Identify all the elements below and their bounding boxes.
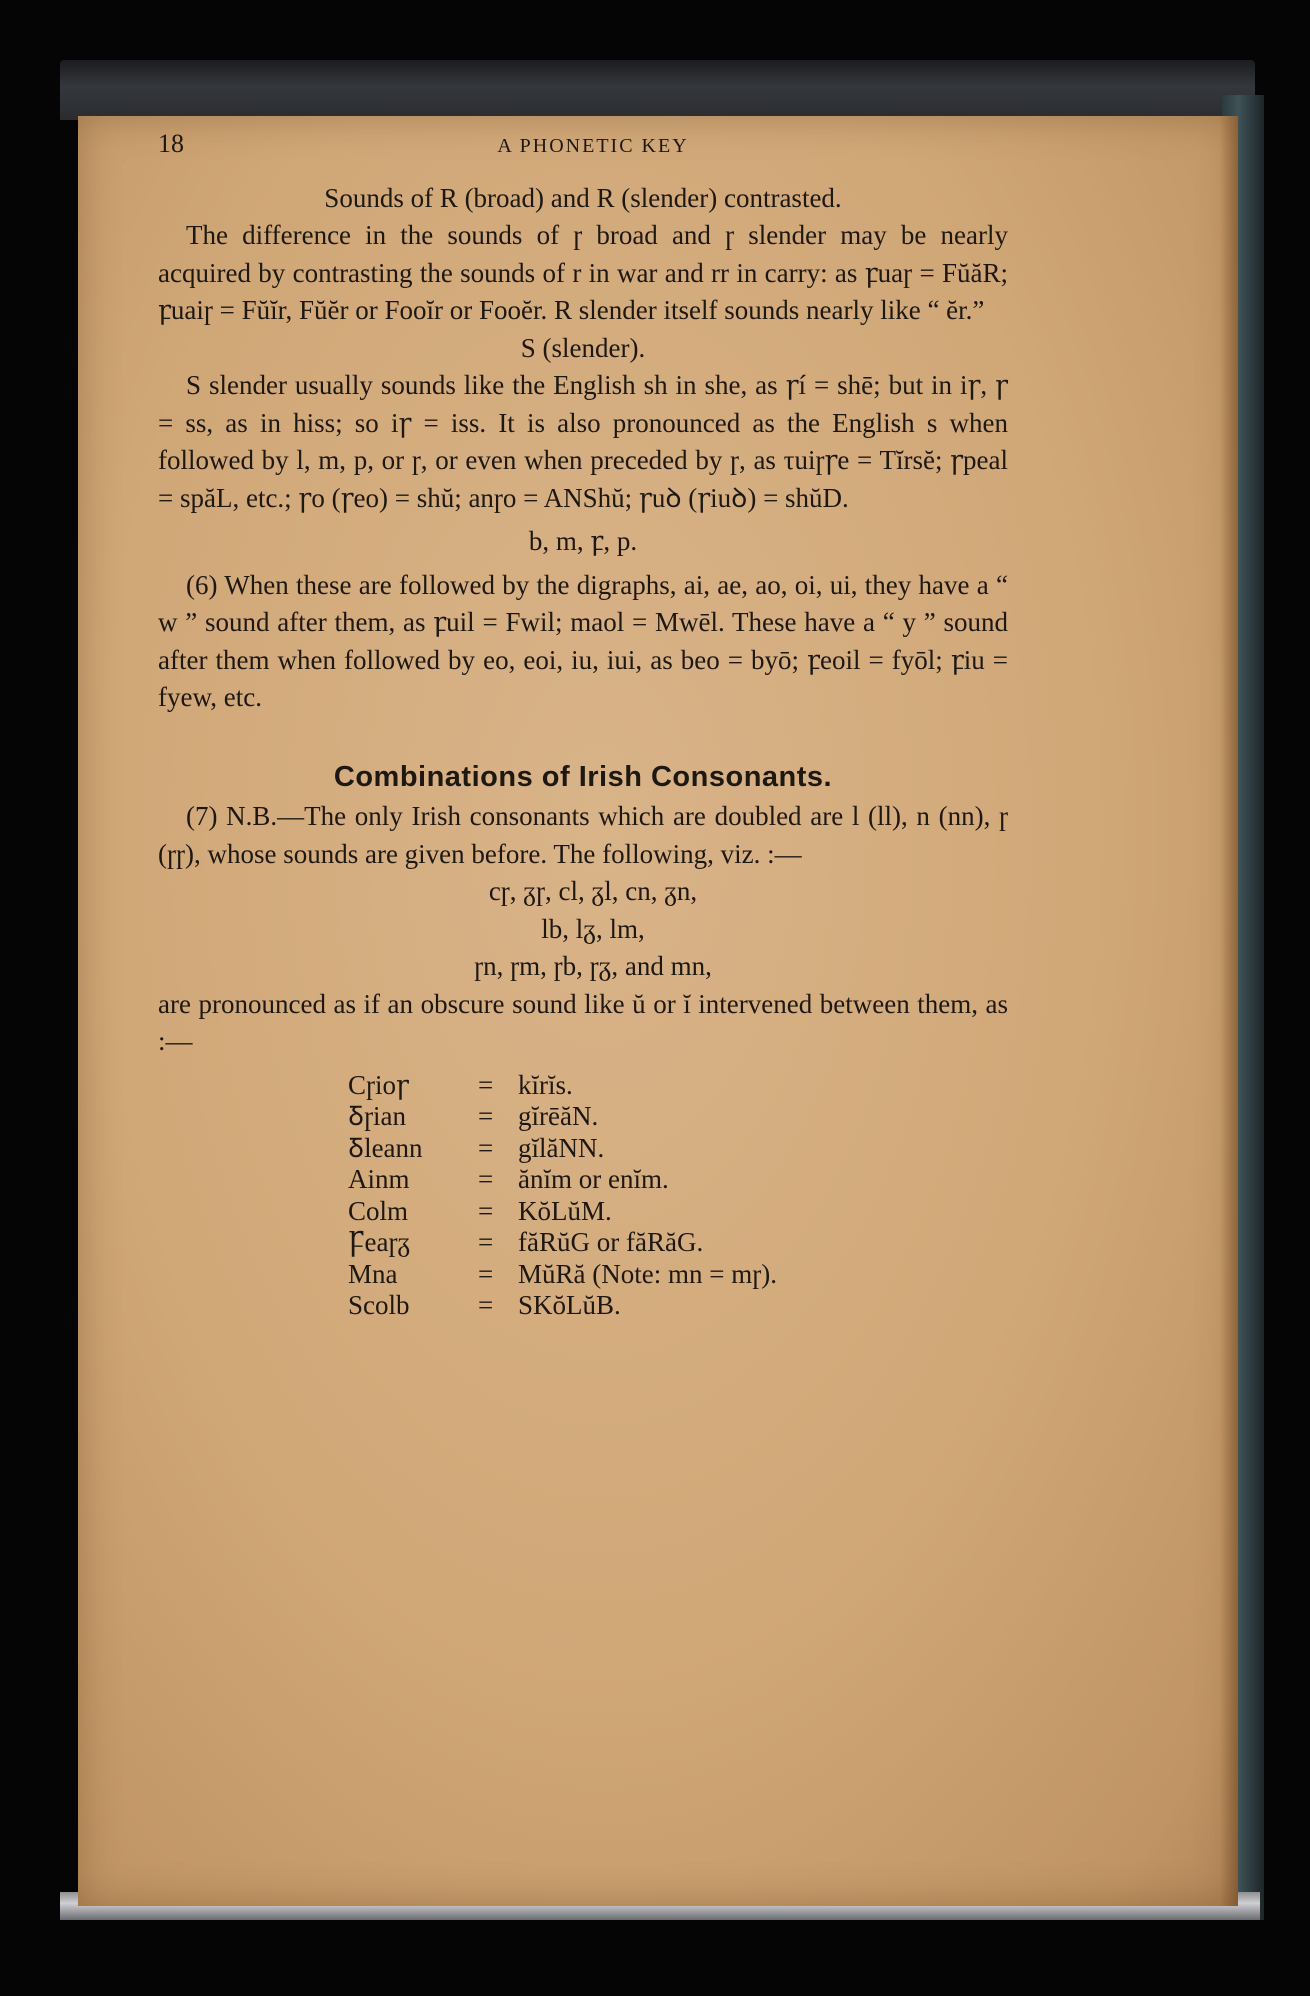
- equals-sign: =: [478, 1290, 494, 1320]
- irish-word: Ᵹleann: [348, 1132, 423, 1163]
- pronunciation: gĭrēăN.: [518, 1101, 599, 1131]
- equals-sign: =: [478, 1101, 494, 1131]
- irish-word: Mna: [348, 1258, 398, 1289]
- pronunciation: SKŏLŭB.: [518, 1290, 621, 1320]
- irish-word: Colm: [348, 1195, 409, 1226]
- table-row: [348, 1098, 1008, 1130]
- irish-word: Scolb: [348, 1290, 410, 1320]
- table-row: [348, 1193, 1008, 1225]
- combination-line: lb, lᵹ, lm,: [541, 913, 645, 944]
- combination-line: cɼ, ᵹɼ, cl, ᵹl, cn, ᵹn,: [488, 876, 698, 906]
- irish-word: Cɼioꞅ: [348, 1069, 409, 1100]
- combination-list: [158, 873, 1008, 986]
- pronunciation-table: [348, 1067, 1008, 1319]
- pronunciation: ănĭm or enĭm.: [518, 1164, 669, 1194]
- equals-sign: =: [478, 1069, 494, 1100]
- equals-sign: =: [478, 1195, 494, 1226]
- table-row: [348, 1256, 1008, 1288]
- running-head: A PHONETIC KEY: [497, 135, 689, 157]
- combinations-intro: (7) N.B.—The only Irish consonants which are doubled are l (ll), n (nn), ɼ (ɼɼ), whose sounds are given before. The following, viz. :—: [158, 801, 1008, 869]
- bmfp-section-title: b, m, ꝼ, p.: [528, 526, 638, 556]
- s-section-body: S slender usually sounds like the English sh in she, as ꞅí = shē; but in iꞅ, ꞅ = ss, as in hiss; so iꞅ = iss. It is also pronounced as the English s when followed by l, m, p, or ɼ, or even when preceded by ɼ, as τuiɼꞅe = Tĭrsĕ; ꞅpeal = spăL, etc.; ꞅo (ꞅeo) = shŭ; anɼo = ANShŭ; ꞅuꝺ (ꞅiuꝺ) = shŭD.: [158, 370, 1008, 513]
- table-row: [348, 1287, 1008, 1319]
- r-section-title: Sounds of R (broad) and R (slender) contrasted.: [324, 182, 842, 213]
- table-row: [348, 1130, 1008, 1162]
- combination-line: ɼn, ɼm, ɼb, ɼᵹ, and mn,: [474, 951, 712, 981]
- pronunciation: KŏLŭM.: [518, 1195, 612, 1226]
- book-binding-top: [60, 60, 1255, 120]
- equals-sign: =: [478, 1132, 494, 1163]
- equals-sign: =: [478, 1164, 494, 1194]
- irish-word: Ᵹɼian: [348, 1101, 407, 1131]
- combinations-outro: are pronounced as if an obscure sound like ŭ or ĭ intervened between them, as :—: [158, 988, 1008, 1056]
- table-row: [348, 1067, 1008, 1099]
- page-content: [158, 125, 1008, 1319]
- equals-sign: =: [478, 1227, 494, 1257]
- pronunciation: MŭRă (Note: mn = mɼ).: [518, 1258, 777, 1289]
- table-row: [348, 1161, 1008, 1193]
- s-section-title: S (slender).: [520, 332, 646, 363]
- page-number: 18: [158, 129, 184, 158]
- section-heading: Combinations of Irish Consonants.: [333, 760, 833, 793]
- pronunciation: kĭrĭs.: [518, 1069, 573, 1100]
- bmfp-section-body: (6) When these are followed by the digraphs, ai, ae, ao, oi, ui, they have a “ w ” sound after them, as ꝼuil = Fwil; maol = Mwēl. These have a “ y ” sound after them when followed by eo, eoi, iu, iui, as beo = byō; ꝼeoil = fyōl; ꝼiu = fyew, etc.: [158, 569, 1008, 712]
- irish-word: Ainm: [348, 1164, 410, 1194]
- r-section-body: The difference in the sounds of ɼ broad and ɼ slender may be nearly acquired by contrasting the sounds of r in war and rr in carry: as ꝼuaɼ = FŭăR; ꝼuaiɼ = Fŭĭr, Fŭĕr or Fooĭr or Fooĕr. R slender itself sounds nearly like “ ĕr.”: [158, 220, 1008, 325]
- table-row: [348, 1224, 1008, 1256]
- irish-word: Ꝼeaɼᵹ: [348, 1227, 411, 1257]
- page-header: [158, 125, 1008, 166]
- equals-sign: =: [478, 1258, 494, 1289]
- pronunciation: făRŭG or făRăG.: [518, 1227, 704, 1257]
- pronunciation: gĭlăNN.: [518, 1132, 605, 1163]
